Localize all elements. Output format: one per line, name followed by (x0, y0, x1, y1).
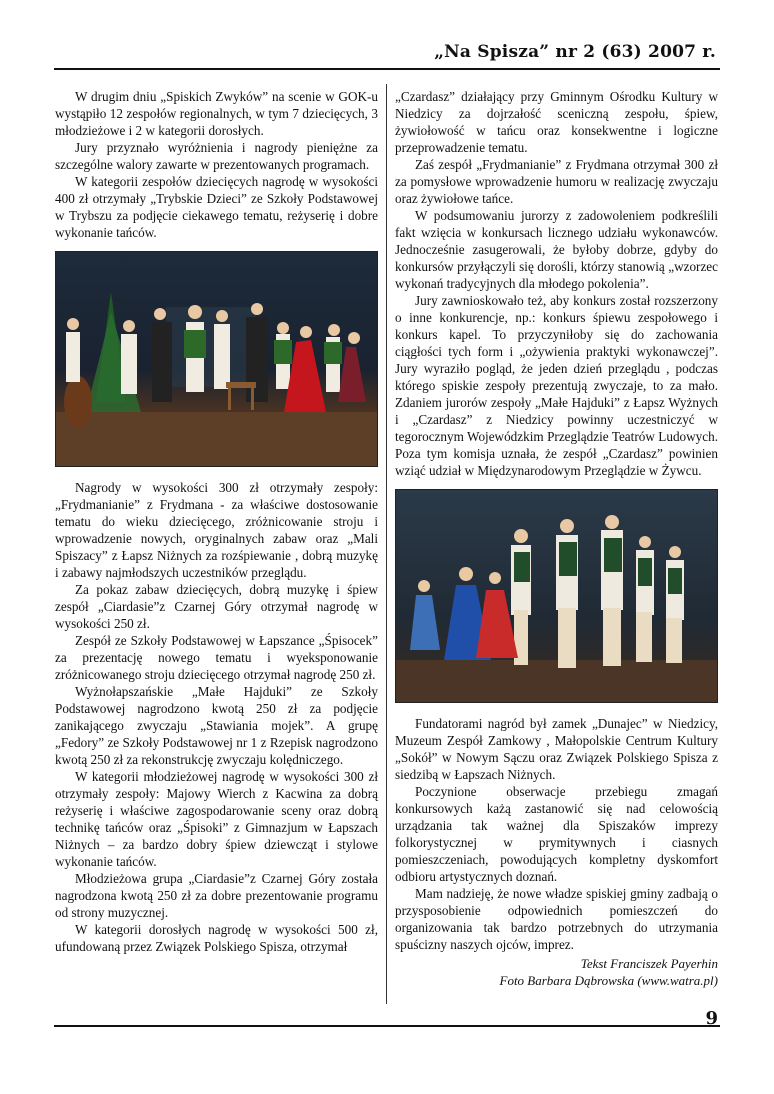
paragraph: Młodzieżowa grupa „Ciardasie”z Czarnej Góry została nagrodzona kwotą 250 zł za dobre prezentowanie programu od strony muzycznej. (55, 871, 378, 920)
paragraph: W podsumowaniu jurorzy z zadowoleniem podkreślili fakt wzięcia w konkursach licznego udziału wykonawców. Jednocześnie zasugerowali, że byłoby dobrze, gdyby do konkursów przyłączyli się dorośli, którzy stanowią „wzorzec wykonań tradycyjnych dla młodego pokolenia”. (395, 208, 718, 291)
right-column (395, 88, 718, 989)
paragraph: Nagrody w wysokości 300 zł otrzymały zespoły: „Frydmanianie” z Frydmana - za właściwe dostosowanie tematu do wieku dziecięcego, zróżnicowanie stroju i wprowadzenie nowych, oryginalnych zabaw oraz „Mali Spiszacy” z Łapsz Niżnych za rozśpiewanie , dobrą muzykę i zabawy najmłodszych uczestników przeglądu. (55, 480, 378, 580)
paragraph: W kategorii zespołów dziecięcych nagrodę w wysokości 400 zł otrzymały „Trybskie Dzieci” ze Szkoły Podstawowej w Trybszu za podjęcie ciekawego tematu, reżyserię i dobre wykonanie tańców. (55, 174, 378, 240)
paragraph: W kategorii młodzieżowej nagrodę w wysokości 300 zł otrzymały zespoły: Majowy Wierch z Kacwina za dobrą reżyserię i właściwe zagospodarowanie sceny oraz dobrą technikę tańców oraz „Śpisoki” z Gimnazjum w Łapszach Niżnych – za bardzo dobry śpiew dziewcząt i stylowe wykonanie tańców. (55, 769, 378, 869)
paragraph: Zespół ze Szkoły Podstawowej w Łapszance „Śpisocek” za prezentację nowego tematu i wyeksponowanie zróżnicowanego stroju dziecięcego otrzymał nagrodę 250 zł. (55, 633, 378, 682)
paragraph: Fundatorami nagród był zamek „Dunajec” w Niedzicy, Muzeum Zespół Zamkowy , Małopolskie Centrum Kultury „Sokół” w Nowym Sączu oraz Związek Polskiego Spisza z siedzibą w Łapszach Niżnych. (395, 716, 718, 782)
paragraph: W drugim dniu „Spiskich Zwyków” na scenie w GOK-u wystąpiło 12 zespołów regionalnych, w tym 7 dziecięcych, 3 młodzieżowe i 2 w kategorii dorosłych. (55, 89, 378, 138)
paragraph: Wyżnołapszańskie „Małe Hajduki” ze Szkoły Podstawowej nagrodzono kwotą 250 zł za podjęcie zanikającego zwyczaju „Stawiania mojek”. A grupę „Fedory” ze Szkoły Podstawowej nr 1 z Rzepisk nagrodzono kwotą 250 zł za rekonstrukcję zwyczaju kolędniczego. (55, 684, 378, 767)
photo-stage-performance (55, 251, 378, 467)
paragraph: Za pokaz zabaw dziecięcych, dobrą muzykę i śpiew zespół „Ciardasie”z Czarnej Góry otrzymał nagrodę w wysokości 250 zł. (55, 582, 378, 631)
left-column (55, 88, 378, 955)
photo-dancers (395, 489, 718, 703)
page-header (54, 40, 720, 68)
footer-rule (54, 1025, 720, 1027)
page-number: 9 (705, 1008, 718, 1029)
paragraph: Jury zawnioskowało też, aby konkurs został rozszerzony o inne konkurencje, np.: konkurs śpiewu zespołowego i konkurs kapel. To przyczyniłoby się do zachowania ciągłości tych form i „ożywienia praktyki wykonawczej”. Jury wyraziło pogląd, że jeden dzień przeglądu , podczas którego spiskie zespoły prezentują zwyczaje, to za mało. Zdaniem jurorów zespoły „Małe Hajduki” z Łapsz Wyżnych i „Czardasz” z Niedzicy powinny uczestniczyć w tegorocznym Wojewódzkim Przeglądzie Teatrów Ludowych. Poza tym komisja uznała, że zespół „Czardasz” powinien wziąć udział w Międzynarodowym Przeglądzie w Żywcu. (395, 293, 718, 478)
photo-credit: Foto Barbara Dąbrowska (www.watra.pl) (499, 973, 718, 988)
paragraph: Zaś zespół „Frydmanianie” z Frydmana otrzymał 300 zł za pomysłowe wprowadzenie humoru w realizację zwyczaju oraz żywiołowe tańce. (395, 157, 718, 206)
paragraph: W kategorii dorosłych nagrodę w wysokości 500 zł, ufundowaną przez Związek Polskiego Spisza, otrzymał (55, 922, 378, 954)
paragraph: Jury przyznało wyróżnienia i nagrody pieniężne za szczególne walory zawarte w prezentowanych programach. (55, 140, 378, 172)
magazine-title: „Na Spisza” nr 2 (63) 2007 r. (434, 42, 716, 62)
paragraph: „Czardasz” działający przy Gminnym Ośrodku Kultury w Niedzicy za dojrzałość sceniczną zespołu, śpiew, żywiołowość w tańcu oraz konsekwentne i logiczne przeprowadzenie tematu. (395, 89, 718, 155)
column-divider (386, 84, 387, 1004)
paragraph: Mam nadzieję, że nowe władze spiskiej gminy zadbają o przysposobienie odpowiednich pomieszczeń do organizowania tak bardzo potrzebnych do utrzymania spuścizny naszych ojców, imprez. (395, 886, 718, 952)
header-rule (54, 68, 720, 70)
author-credit: Tekst Franciszek Payerhin (580, 956, 718, 971)
paragraph: Poczynione obserwacje przebiegu zmagań konkursowych każą zastanowić się nad celowością urządzania tak ważnej dla Spiszaków imprezy folkorystycznej w prymitywnych i ciasnych pomieszczeniach, powodujących kompletny dyskomfort odbioru artystycznych doznań. (395, 784, 718, 884)
